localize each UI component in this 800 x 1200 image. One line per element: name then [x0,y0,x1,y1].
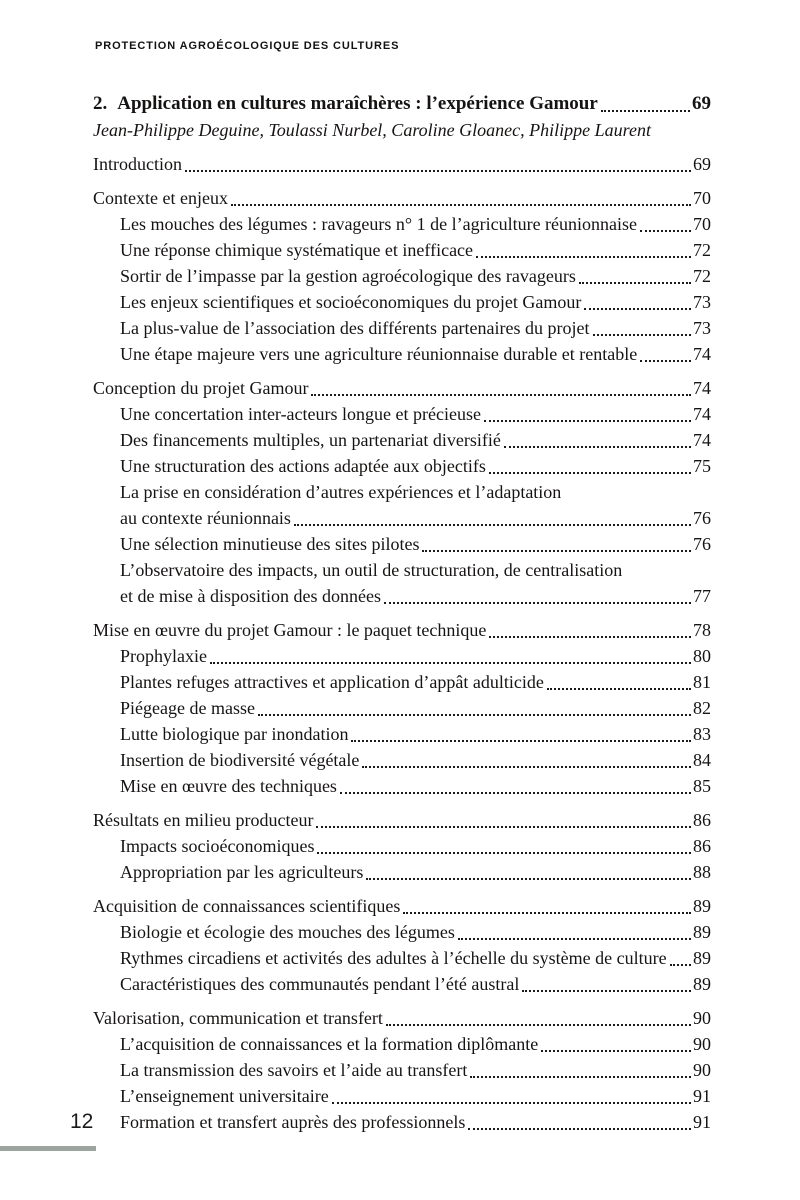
toc-entry [93,1031,711,1057]
dot-leader [403,912,691,914]
dot-leader [258,714,691,716]
toc-entry-page: 89 [693,948,711,968]
chapter-page-number: 69 [692,93,711,114]
toc-entry-label: Sortir de l’impasse par la gestion agroécologique des ravageurs [120,266,576,286]
toc-entry [93,453,711,479]
toc-entry [93,893,711,919]
toc-entry [93,479,711,505]
toc-entry-page: 85 [693,776,711,796]
toc-entry-page: 73 [693,292,711,312]
toc-entry-page: 83 [693,724,711,744]
toc-entry [93,1005,711,1031]
toc-entry-page: 86 [693,810,711,830]
toc-entry-page: 72 [693,266,711,286]
toc-entry [93,237,711,263]
dot-leader [332,1102,691,1104]
dot-leader [547,688,691,690]
toc-entry-page: 84 [693,750,711,770]
dot-leader [476,256,691,258]
dot-leader [584,308,691,310]
dot-leader [522,990,691,992]
toc-list [93,151,711,1135]
toc-entry-page: 89 [693,922,711,942]
toc-entry [93,375,711,401]
dot-leader [340,792,691,794]
dot-leader [489,636,691,638]
toc-entry-label: L’enseignement universitaire [120,1086,329,1106]
toc-entry [93,945,711,971]
dot-leader [601,110,690,112]
chapter-title: Application en cultures maraîchères : l’expérience Gamour [117,93,598,114]
toc-entry [93,971,711,997]
toc-entry [93,747,711,773]
toc-entry-label: au contexte réunionnais [120,508,291,528]
toc-entry [93,807,711,833]
dot-leader [593,334,691,336]
toc-entry-label: Rythmes circadiens et activités des adultes à l’échelle du système de culture [120,948,667,968]
dot-leader [362,766,691,768]
chapter-heading-label [93,90,598,117]
toc-entry-page: 90 [693,1034,711,1054]
toc-entry [93,617,711,643]
toc-entry-page: 74 [693,430,711,450]
toc-entry-label: Une concertation inter-acteurs longue et précieuse [120,404,481,424]
dot-leader [351,740,691,742]
chapter-heading-entry [93,90,711,117]
toc-entry-page: 74 [693,344,711,364]
toc-entry-label: Valorisation, communication et transfert [93,1008,383,1028]
toc-entry [93,1057,711,1083]
toc-entry-label: Prophylaxie [120,646,207,666]
chapter-number: 2. [93,93,108,114]
toc-entry [93,427,711,453]
dot-leader [316,826,691,828]
toc-entry-label: Contexte et enjeux [93,188,228,208]
toc-entry [93,211,711,237]
dot-leader [311,394,691,396]
toc-entry [93,263,711,289]
toc-entry-label: Piégeage de masse [120,698,255,718]
toc-entry [93,185,711,211]
toc-entry-page: 90 [693,1060,711,1080]
chapter-authors: Jean-Philippe Deguine, Toulassi Nurbel, Caroline Gloanec, Philippe Laurent [93,120,651,140]
dot-leader [422,550,691,552]
running-header: PROTECTION AGROÉCOLOGIQUE DES CULTURES [95,40,400,52]
toc-entry-page: 76 [693,508,711,528]
dot-leader [458,938,691,940]
toc-entry-label: Appropriation par les agriculteurs [120,862,364,882]
toc-entry-label: Acquisition de connaissances scientifiques [93,896,401,916]
toc-entry [93,583,711,609]
toc-entry-label: Les mouches des légumes : ravageurs n° 1 de l’agriculture réunionnaise [120,214,638,234]
toc-entry-label: La prise en considération d’autres expériences et l’adaptation [120,482,562,502]
dot-leader [185,170,691,172]
toc-entry-page: 74 [693,404,711,424]
toc-entry-page: 70 [693,214,711,234]
dot-leader [640,230,691,232]
toc-entry-page: 91 [693,1086,711,1106]
dot-leader [484,420,691,422]
toc-entry-label: Une sélection minutieuse des sites pilotes [120,534,420,554]
toc-entry-label: La transmission des savoirs et l’aide au transfert [120,1060,468,1080]
dot-leader [468,1128,691,1130]
toc-entry-label: Mise en œuvre des techniques [120,776,337,796]
toc-entry-label: L’acquisition de connaissances et la formation diplômante [120,1034,539,1054]
toc-entry-page: 74 [693,378,711,398]
toc-entry-label: Formation et transfert auprès des professionnels [120,1112,466,1132]
toc-entry-label: Lutte biologique par inondation [120,724,349,744]
toc-entry-label: Conception du projet Gamour [93,378,309,398]
toc-entry-page: 69 [693,154,711,174]
toc-entry [93,401,711,427]
dot-leader [670,964,691,966]
dot-leader [386,1024,691,1026]
dot-leader [384,602,691,604]
toc-entry-page: 75 [693,456,711,476]
toc-entry [93,341,711,367]
dot-leader [640,360,691,362]
toc-entry [93,833,711,859]
toc-entry [93,669,711,695]
toc-entry-label: Impacts socioéconomiques [120,836,315,856]
toc-entry-page: 91 [693,1112,711,1132]
toc-entry [93,315,711,341]
toc-entry [93,531,711,557]
dot-leader [489,472,691,474]
toc-entry [93,557,711,583]
dot-leader [541,1050,691,1052]
toc-entry-label: L’observatoire des impacts, un outil de structuration, de centralisation [120,560,623,580]
toc-entry-label: Une réponse chimique systématique et inefficace [120,240,474,260]
toc-entry-label: Des financements multiples, un partenariat diversifié [120,430,501,450]
toc-entry-label: Mise en œuvre du projet Gamour : le paquet technique [93,620,487,640]
dot-leader [294,524,691,526]
toc-entry-page: 72 [693,240,711,260]
table-of-contents [93,90,711,1135]
dot-leader [366,878,691,880]
toc-entry [93,721,711,747]
toc-entry-page: 78 [693,620,711,640]
toc-entry-page: 89 [693,974,711,994]
toc-entry-label: Insertion de biodiversité végétale [120,750,360,770]
dot-leader [470,1076,691,1078]
toc-entry-label: Caractéristiques des communautés pendant l’été austral [120,974,520,994]
toc-entry-page: 89 [693,896,711,916]
toc-entry-label: Résultats en milieu producteur [93,810,314,830]
dot-leader [231,204,691,206]
folio-page-number: 12 [70,1110,94,1133]
toc-entry-page: 73 [693,318,711,338]
dot-leader [317,852,691,854]
toc-entry [93,1109,711,1135]
toc-entry [93,505,711,531]
toc-entry-label: et de mise à disposition des données [120,586,381,606]
toc-entry-page: 88 [693,862,711,882]
toc-entry-label: La plus-value de l’association des différents partenaires du projet [120,318,590,338]
toc-entry-page: 70 [693,188,711,208]
toc-entry [93,773,711,799]
toc-entry-page: 90 [693,1008,711,1028]
toc-entry-label: Une étape majeure vers une agriculture réunionnaise durable et rentable [120,344,638,364]
toc-entry [93,151,711,177]
toc-entry [93,919,711,945]
toc-entry-page: 80 [693,646,711,666]
toc-entry-page: 81 [693,672,711,692]
footer-accent-bar [0,1146,96,1151]
toc-entry-page: 82 [693,698,711,718]
toc-entry-page: 77 [693,586,711,606]
toc-entry [93,859,711,885]
dot-leader [579,282,691,284]
toc-entry-label: Une structuration des actions adaptée aux objectifs [120,456,486,476]
toc-entry-label: Introduction [93,154,182,174]
toc-entry-page: 76 [693,534,711,554]
toc-entry-page: 86 [693,836,711,856]
toc-entry [93,1083,711,1109]
toc-entry [93,643,711,669]
toc-entry-label: Les enjeux scientifiques et socioéconomiques du projet Gamour [120,292,582,312]
toc-entry-label: Biologie et écologie des mouches des légumes [120,922,455,942]
toc-entry [93,695,711,721]
dot-leader [210,662,691,664]
dot-leader [504,446,691,448]
toc-entry-label: Plantes refuges attractives et application d’appât adulticide [120,672,544,692]
toc-entry [93,289,711,315]
